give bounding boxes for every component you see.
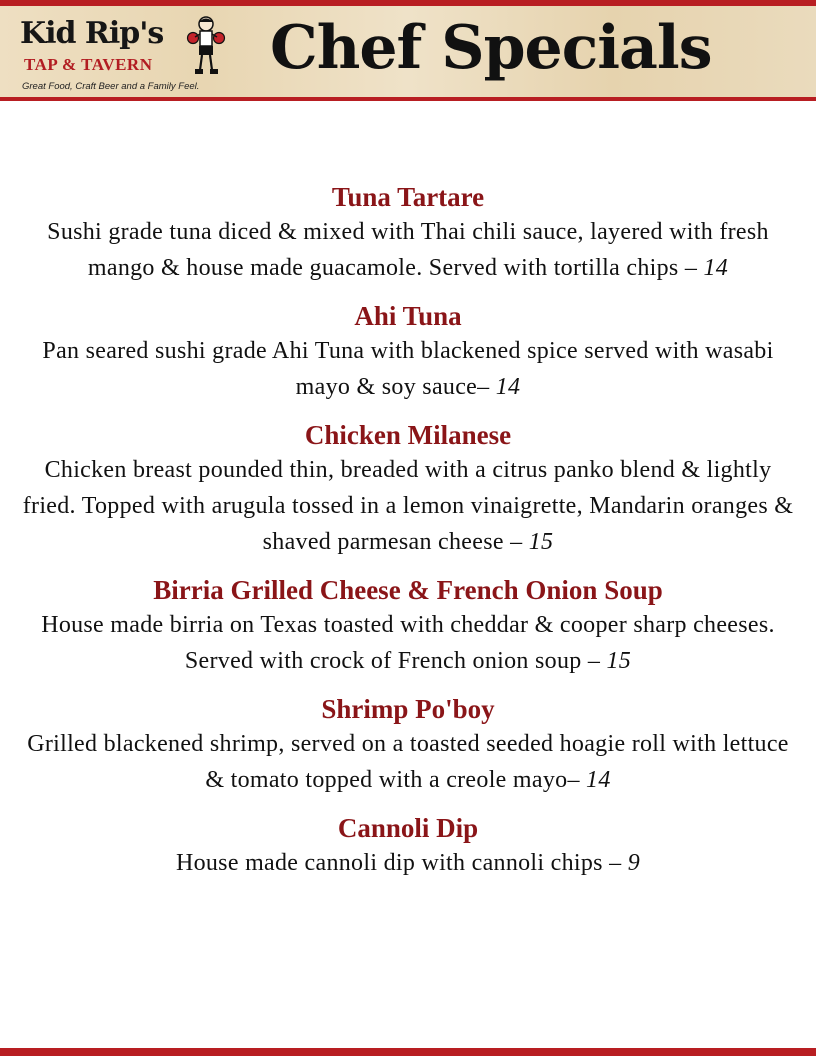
page-title: Chef Specials: [270, 13, 712, 83]
menu-item-name: Shrimp Po'boy: [321, 694, 495, 724]
menu-item-description: House made cannoli dip with cannoli chips – 9: [175, 850, 641, 876]
menu-item-shrimp-poboy: [20, 692, 796, 798]
logo-tagline: Great Food, Craft Beer and a Family Feel.: [22, 81, 200, 92]
menu-item-price: 15: [528, 529, 554, 555]
menu-item-tuna-tartare: [20, 180, 796, 286]
menu-item-description: Sushi grade tuna diced & mixed with Thai chili sauce, layered with fresh mango & house made guacamole. Served with tortilla chips – 14: [47, 219, 769, 281]
menu-item-description: Grilled blackened shrimp, served on a toasted seeded hoagie roll with lettuce & tomato topped with a creole mayo– 14: [27, 731, 789, 793]
menu-item-description: Chicken breast pounded thin, breaded with a citrus panko blend & lightly fried. Topped with arugula tossed in a lemon vinaigrette, Mandarin oranges & shaved parmesan cheese – 15: [22, 457, 794, 555]
menu-item-description: House made birria on Texas toasted with cheddar & cooper sharp cheeses. Served with crock of French onion soup – 15: [41, 612, 775, 674]
menu-item-name: Cannoli Dip: [337, 813, 479, 843]
menu-item-cannoli-dip: [20, 811, 796, 881]
menu-item-description: Pan seared sushi grade Ahi Tuna with blackened spice served with wasabi mayo & soy sauce– 14: [42, 338, 774, 400]
menu-item-chicken-milanese: [20, 418, 796, 560]
specials-menu: [20, 180, 796, 894]
menu-item-ahi-tuna: [20, 299, 796, 405]
logo: [18, 14, 233, 98]
menu-item-name: Birria Grilled Cheese & French Onion Soup: [153, 575, 663, 605]
menu-item-name: Tuna Tartare: [331, 182, 485, 212]
boxer-icon: [186, 14, 226, 78]
menu-item-name: Chicken Milanese: [304, 420, 512, 450]
logo-name: Kid Rip's: [20, 16, 164, 51]
header-banner: [0, 6, 816, 101]
menu-item-price: 9: [627, 850, 641, 876]
menu-item-price: 14: [495, 374, 521, 400]
bottom-red-rule: [0, 1048, 816, 1056]
menu-item-price: 14: [703, 255, 729, 281]
logo-subtitle: TAP & TAVERN: [24, 55, 153, 74]
menu-item-price: 14: [586, 767, 611, 793]
menu-item-birria-grilled-cheese: [20, 573, 796, 679]
menu-item-price: 15: [606, 648, 632, 674]
menu-item-name: Ahi Tuna: [354, 301, 462, 331]
